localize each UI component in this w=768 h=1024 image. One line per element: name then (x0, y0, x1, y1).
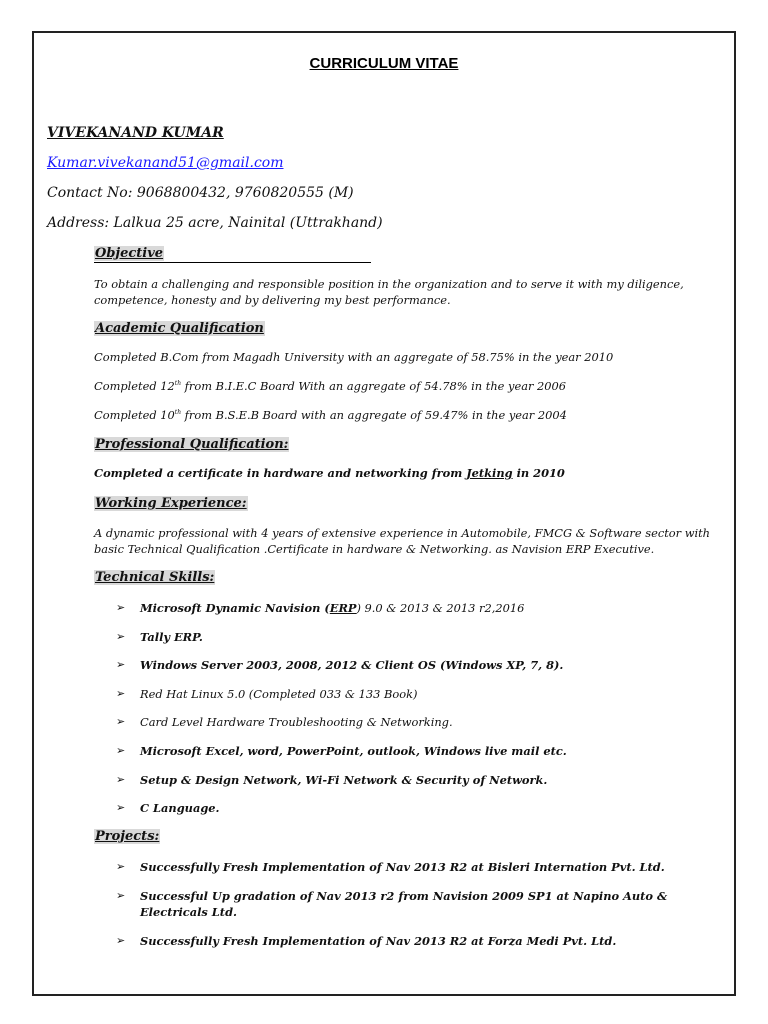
academic-heading: Academic Qualification (95, 321, 264, 336)
objective-heading: Objective (95, 246, 164, 261)
academic-line-1: Completed B.Com from Magadh University with an aggregate of 58.75% in the year 2010 (94, 350, 614, 364)
arrow-bullet-icon: ➢ (116, 934, 126, 947)
document-title: CURRICULUM VITAE (309, 55, 459, 72)
jetking-link: Jetking (466, 466, 513, 480)
academic-line-3: Completed 10th from B.S.E.B Board with an aggregate of 59.47% in the year 2004 (94, 408, 567, 422)
arrow-bullet-icon: ➢ (116, 601, 126, 614)
contact-number: Contact No: 9068800432, 9760820555 (M) (47, 185, 354, 201)
experience-text: A dynamic professional with 4 years of extensive experience in Automobile, FMCG & Software sector with basic Technical Qualification .Certificate in hardware & Networking. as Navision ERP Executive. (94, 526, 711, 556)
skills-heading: Technical Skills: (95, 570, 215, 585)
candidate-name: VIVEKANAND KUMAR (47, 125, 224, 141)
arrow-bullet-icon: ➢ (116, 658, 126, 671)
professional-text: Completed a certificate in hardware and networking from Jetking in 2010 (94, 466, 565, 480)
arrow-bullet-icon: ➢ (116, 744, 126, 757)
projects-heading: Projects: (95, 829, 160, 844)
arrow-bullet-icon: ➢ (116, 715, 126, 728)
arrow-bullet-icon: ➢ (116, 773, 126, 786)
professional-heading: Professional Qualification: (95, 437, 289, 452)
arrow-bullet-icon: ➢ (116, 860, 126, 873)
arrow-bullet-icon: ➢ (116, 801, 126, 814)
page-border (32, 31, 736, 996)
experience-heading: Working Experience: (95, 496, 247, 511)
address: Address: Lalkua 25 acre, Nainital (Uttrakhand) (47, 215, 383, 231)
arrow-bullet-icon: ➢ (116, 630, 126, 643)
arrow-bullet-icon: ➢ (116, 687, 126, 700)
email-link[interactable]: Kumar.vivekanand51@gmail.com (47, 155, 284, 171)
arrow-bullet-icon: ➢ (116, 889, 126, 902)
objective-text: To obtain a challenging and responsible position in the organization and to serve it with my diligence, competence, honesty and by delivering my best performance. (94, 277, 684, 307)
objective-underline (94, 262, 371, 263)
academic-line-2: Completed 12th from B.I.E.C Board With an aggregate of 54.78% in the year 2006 (94, 379, 567, 393)
